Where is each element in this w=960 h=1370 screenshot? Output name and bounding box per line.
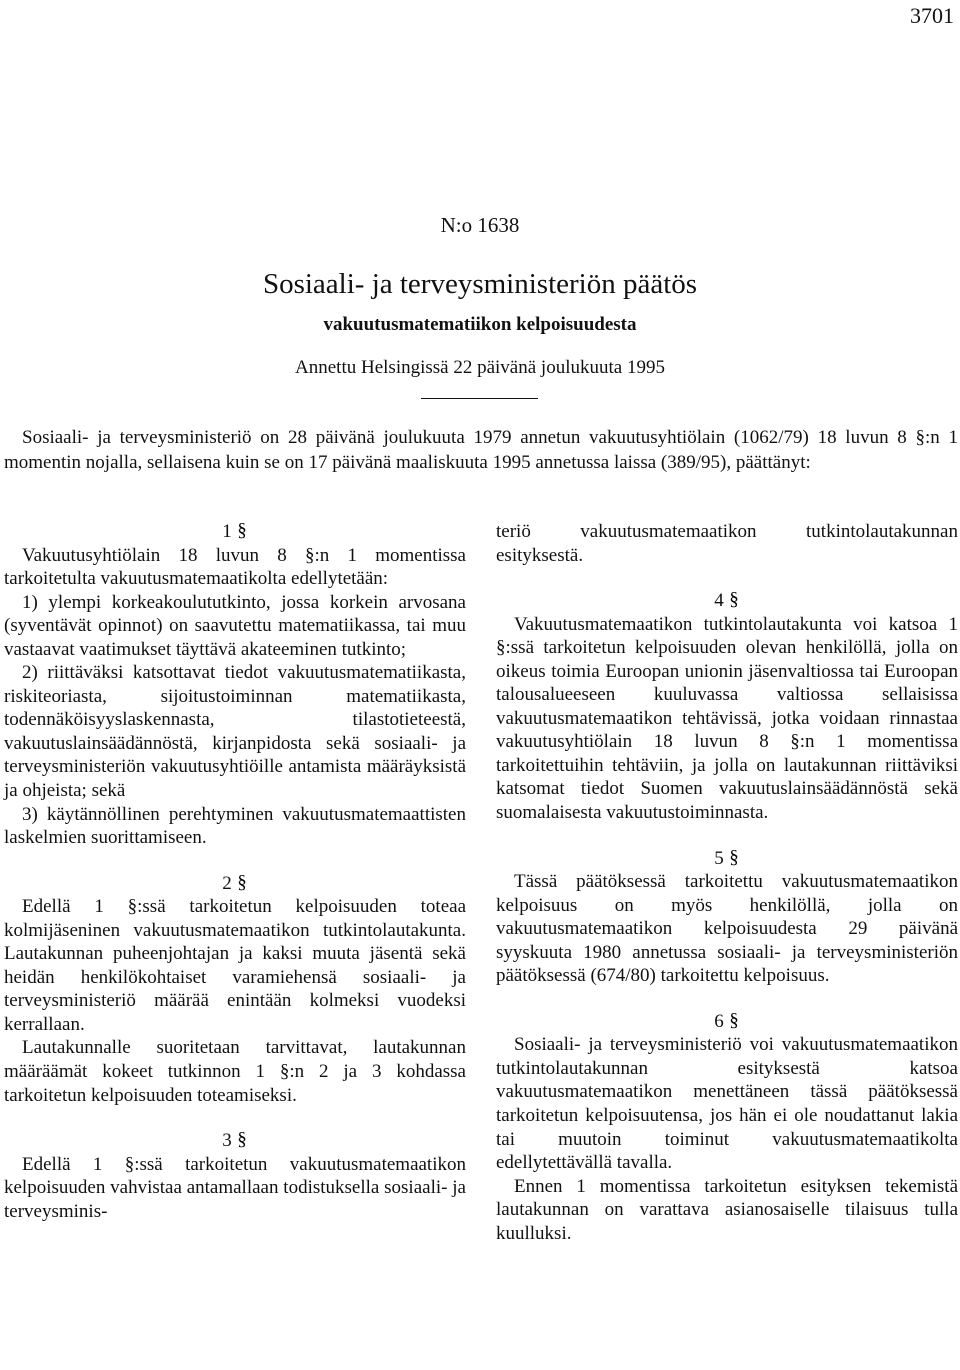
section-2-paragraph: Lautakunnalle suoritetaan tarvittavat, lautakunnan määräämät kokeet tutkinnon 1 §:n 2 ja 3 kohdassa tarkoitetun kelpoisuuden toteamiseksi. [4,1037,466,1106]
left-column [4,520,466,1223]
section-1-heading [4,520,466,544]
svg-text:§: § [237,520,247,540]
preamble [4,425,958,475]
section-4-heading [496,589,958,613]
section-number: 4 [714,590,724,612]
svg-text:§: § [237,1129,247,1150]
section-2-heading [4,872,466,896]
svg-text:§: § [729,1009,739,1030]
document-number: N:o 1638 [440,213,520,237]
preamble-text: Sosiaali- ja terveysministeriö on 28 päivänä joulukuuta 1979 annetun vakuutusyhtiölain (1062/79) 18 luvun 8 §:n 1 momentin nojalla, sellaisena kuin se on 17 päivänä maaliskuuta 1995 annetussa laissa (389/95), päättänyt: [4,427,958,473]
section-sign-icon [728,847,740,867]
section-sign-icon [728,1010,740,1030]
section-6-paragraph: Ennen 1 momentissa tarkoitetun esityksen tekemistä lautakunnan on varattava asianosaiselle tilaisuus tulla kuulluksi. [496,1175,958,1244]
section-sign-icon [236,520,248,540]
page-number: 3701 [910,3,954,28]
section-1-item: 1) ylempi korkeakoulututkinto, jossa korkein arvosana (syventävät opinnot) on saavutettu matematiikassa, tai muu vastaavat vaatimukset täyttävä akateeminen tutkinto; [4,591,466,660]
section-number: 2 [222,872,232,894]
section-6-heading [496,1010,958,1034]
section-1-item: 2) riittäväksi katsottavat tiedot vakuutusmatematiikasta, riskiteoriasta, sijoitustoiminnan matematiikasta, todennäköisyyslaskennasta, tilastotieteestä, vakuutuslainsäädännöstä, kirjanpidosta sekä sosiaali- ja terveysministeriön vakuutusyhtiöille antamista määräyksistä ja ohjeista; sekä [4,662,466,802]
page-title: Sosiaali- ja terveysministeriön päätös [262,268,698,300]
given-date-line: Annettu Helsingissä 22 päivänä joulukuuta 1995 [295,357,665,378]
svg-text:§: § [729,589,739,610]
section-sign-icon [728,589,740,609]
section-3-paragraph: Edellä 1 §:ssä tarkoitetun vakuutusmatemaatikon kelpoisuuden vahvistaa antamallaan todistuksella sosiaali- ja terveysminis- [4,1153,466,1222]
section-5-heading [496,847,958,871]
section-number: 1 [222,521,232,542]
section-number: 3 [222,1130,232,1152]
right-column [496,520,958,1245]
section-number: 6 [714,1010,724,1032]
section-2-paragraph: Edellä 1 §:ssä tarkoitetun kelpoisuuden toteaa kolmijäseninen vakuutusmatemaatikon tutkintolautakunta. Lautakunnan puheenjohtajan ja kaksi muuta jäsentä sekä heidän henkilökohtaiset varamiehensä sosiaali- ja terveysministeriö määrää enintään kolmeksi vuodeksi kerrallaan. [4,896,466,1035]
section-number: 5 [714,847,724,869]
page-subtitle: vakuutusmatematiikon kelpoisuudesta [323,314,637,335]
title-divider [421,398,538,399]
section-3-paragraph-continued: teriö vakuutusmatemaatikon tutkintolautakunnan esityksestä. [496,521,958,566]
section-4-paragraph: Vakuutusmatemaatikon tutkintolautakunta voi katsoa 1 §:ssä tarkoitetun kelpoisuuden olevan henkilöllä, jolla on oikeus toimia Euroopan unionin jäsenvaltiossa tai Euroopan talousalueeseen kuuluvassa valtiossa sellaisissa vakuutusmatemaatikon tehtävissä, jotka voidaan rinnastaa vakuutusyhtiölain 18 luvun 8 §:n 1 momentissa tarkoitettuihin tehtäviin, ja jolla on lautakunnan riittäviksi katsomat tiedot Suomen vakuutuslainsäädännöstä sekä suomalaisesta vakuutustoiminnasta. [496,613,958,824]
svg-text:§: § [729,846,739,867]
section-sign-icon [236,1129,248,1149]
section-sign-icon [236,872,248,892]
svg-text:§: § [237,871,247,892]
section-5-paragraph: Tässä päätöksessä tarkoitettu vakuutusmatemaatikon kelpoisuus on myös henkilöllä, jolla on vakuutusmatemaatikon kelpoisuudesta 29 päivänä syyskuuta 1980 annetussa sosiaali- ja terveysministeriön päätöksessä (674/80) tarkoitettu kelpoisuus. [496,871,958,987]
section-1-item: 3) käytännöllinen perehtyminen vakuutusmatemaattisten laskelmien suorittamiseen. [4,803,466,849]
section-1-paragraph: Vakuutusyhtiölain 18 luvun 8 §:n 1 momentissa tarkoitetulta vakuutusmatemaatikolta edellytetään: [4,544,466,590]
section-3-heading [4,1129,466,1153]
section-6-paragraph: Sosiaali- ja terveysministeriö voi vakuutusmatemaatikon tutkintolautakunnan esityksestä katsoa vakuutusmatemaatikon menettäneen tässä päätöksessä tarkoitetun kelpoisuutensa, jos hän ei ole noudattanut lakia tai muutoin toiminut vakuutusmatemaatikolta edellytettävällä tavalla. [496,1034,958,1174]
